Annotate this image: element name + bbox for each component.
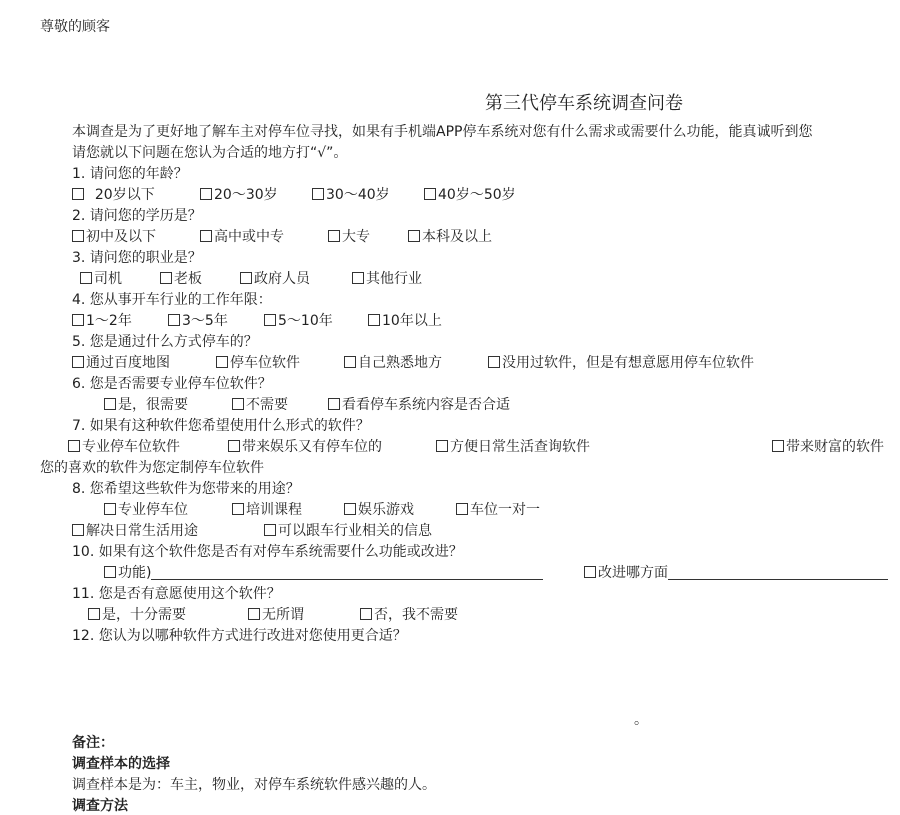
q7-option-3[interactable]: 方便日常生活查询软件 [436, 436, 590, 456]
improve-answer-line[interactable] [668, 565, 888, 580]
q5-option-2[interactable]: 停车位软件 [216, 352, 300, 372]
question-11: 11. 您是否有意愿使用这个软件？ [72, 586, 281, 602]
q7-continuation: 您的喜欢的软件为您定制停车位软件 [40, 460, 264, 476]
checkbox-icon [344, 503, 356, 515]
question-6: 6. 您是否需要专业停车位软件？ [72, 376, 272, 392]
checkbox-icon [240, 272, 252, 284]
q10-option-function[interactable]: 功能) [104, 562, 543, 582]
checkbox-icon [104, 503, 116, 515]
checkbox-icon [72, 356, 84, 368]
q4-option-1[interactable]: 1～2年 [72, 310, 132, 330]
checkbox-icon [72, 314, 84, 326]
checkbox-icon [216, 356, 228, 368]
q11-option-2[interactable]: 无所谓 [248, 604, 304, 624]
q6-option-1[interactable]: 是，很需要 [104, 394, 188, 414]
checkbox-icon [232, 503, 244, 515]
checkbox-icon [88, 608, 100, 620]
q8-option-6[interactable]: 可以跟车行业相关的信息 [264, 520, 432, 540]
checkbox-icon [200, 188, 212, 200]
q5-option-1[interactable]: 通过百度地图 [72, 352, 170, 372]
q1-option-1[interactable]: 20岁以下 [72, 184, 155, 204]
checkbox-icon [312, 188, 324, 200]
q11-option-1[interactable]: 是，十分需要 [88, 604, 186, 624]
checkbox-icon [436, 440, 448, 452]
checkbox-icon [104, 398, 116, 410]
checkbox-icon [264, 524, 276, 536]
q5-option-3[interactable]: 自己熟悉地方 [344, 352, 442, 372]
checkbox-icon [424, 188, 436, 200]
q5-option-4[interactable]: 没用过软件，但是有想意愿用停车位软件 [488, 352, 754, 372]
checkbox-icon [72, 188, 84, 200]
survey-title: 第三代停车系统调查问卷 [485, 93, 683, 114]
checkbox-icon [160, 272, 172, 284]
q4-option-3[interactable]: 5～10年 [264, 310, 333, 330]
intro-line-1: 本调查是为了更好地了解车主对停车位寻找，如果有手机端APP停车系统对您有什么需求或需要什么功能，能真诚听到您 [72, 124, 813, 140]
q3-option-2[interactable]: 老板 [160, 268, 202, 288]
checkbox-icon [344, 356, 356, 368]
checkbox-icon [200, 230, 212, 242]
q4-option-2[interactable]: 3～5年 [168, 310, 228, 330]
checkbox-icon [328, 230, 340, 242]
checkbox-icon [488, 356, 500, 368]
question-1: 1. 请问您的年龄？ [72, 166, 188, 182]
intro-line-2: 请您就以下问题在您认为合适的地方打“√”。 [72, 145, 348, 161]
checkbox-icon [408, 230, 420, 242]
checkbox-icon [248, 608, 260, 620]
stray-punctuation: 。 [634, 712, 648, 728]
checkbox-icon [232, 398, 244, 410]
question-10: 10. 如果有这个软件您是否有对停车系统需要什么功能或改进？ [72, 544, 463, 560]
checkbox-icon [352, 272, 364, 284]
q8-option-4[interactable]: 车位一对一 [456, 499, 540, 519]
checkbox-icon [168, 314, 180, 326]
q1-option-3[interactable]: 30～40岁 [312, 184, 390, 204]
q8-option-2[interactable]: 培训课程 [232, 499, 302, 519]
q7-option-2[interactable]: 带来娱乐又有停车位的 [228, 436, 382, 456]
q8-option-1[interactable]: 专业停车位 [104, 499, 188, 519]
q7-option-4[interactable]: 带来财富的软件 [772, 436, 884, 456]
checkbox-icon [328, 398, 340, 410]
notes-heading: 备注： [72, 735, 114, 751]
question-8: 8. 您希望这些软件为您带来的用途？ [72, 481, 300, 497]
q11-option-3[interactable]: 否，我不需要 [360, 604, 458, 624]
checkbox-icon [772, 440, 784, 452]
checkbox-icon [104, 566, 116, 578]
question-4: 4. 您从事开车行业的工作年限： [72, 292, 272, 308]
q1-option-2[interactable]: 20～30岁 [200, 184, 278, 204]
checkbox-icon [228, 440, 240, 452]
checkbox-icon [368, 314, 380, 326]
q8-option-3[interactable]: 娱乐游戏 [344, 499, 414, 519]
question-5: 5. 您是通过什么方式停车的？ [72, 334, 258, 350]
greeting: 尊敬的顾客 [40, 19, 110, 35]
q2-option-1[interactable]: 初中及以下 [72, 226, 156, 246]
q7-option-1[interactable]: 专业停车位软件 [68, 436, 180, 456]
checkbox-icon [68, 440, 80, 452]
method-heading: 调查方法 [72, 798, 128, 814]
checkbox-icon [72, 524, 84, 536]
sample-text: 调查样本是为：车主，物业，对停车系统软件感兴趣的人。 [72, 777, 436, 793]
question-2: 2. 请问您的学历是？ [72, 208, 202, 224]
q1-option-4[interactable]: 40岁～50岁 [424, 184, 516, 204]
q3-option-4[interactable]: 其他行业 [352, 268, 422, 288]
question-12: 12. 您认为以哪种软件方式进行改进对您使用更合适？ [72, 628, 407, 644]
q3-option-1[interactable]: 司机 [80, 268, 122, 288]
checkbox-icon [72, 230, 84, 242]
question-7: 7. 如果有这种软件您希望使用什么形式的软件？ [72, 418, 370, 434]
checkbox-icon [584, 566, 596, 578]
question-3: 3. 请问您的职业是？ [72, 250, 202, 266]
checkbox-icon [264, 314, 276, 326]
q10-option-improve[interactable]: 改进哪方面 [584, 562, 888, 582]
checkbox-icon [456, 503, 468, 515]
q2-option-3[interactable]: 大专 [328, 226, 370, 246]
checkbox-icon [80, 272, 92, 284]
checkbox-icon [360, 608, 372, 620]
function-answer-line[interactable] [151, 565, 543, 580]
q2-option-2[interactable]: 高中或中专 [200, 226, 284, 246]
q6-option-2[interactable]: 不需要 [232, 394, 288, 414]
sample-heading: 调查样本的选择 [72, 756, 170, 772]
q4-option-4[interactable]: 10年以上 [368, 310, 442, 330]
q6-option-3[interactable]: 看看停车系统内容是否合适 [328, 394, 510, 414]
q2-option-4[interactable]: 本科及以上 [408, 226, 492, 246]
q3-option-3[interactable]: 政府人员 [240, 268, 310, 288]
q8-option-5[interactable]: 解决日常生活用途 [72, 520, 198, 540]
